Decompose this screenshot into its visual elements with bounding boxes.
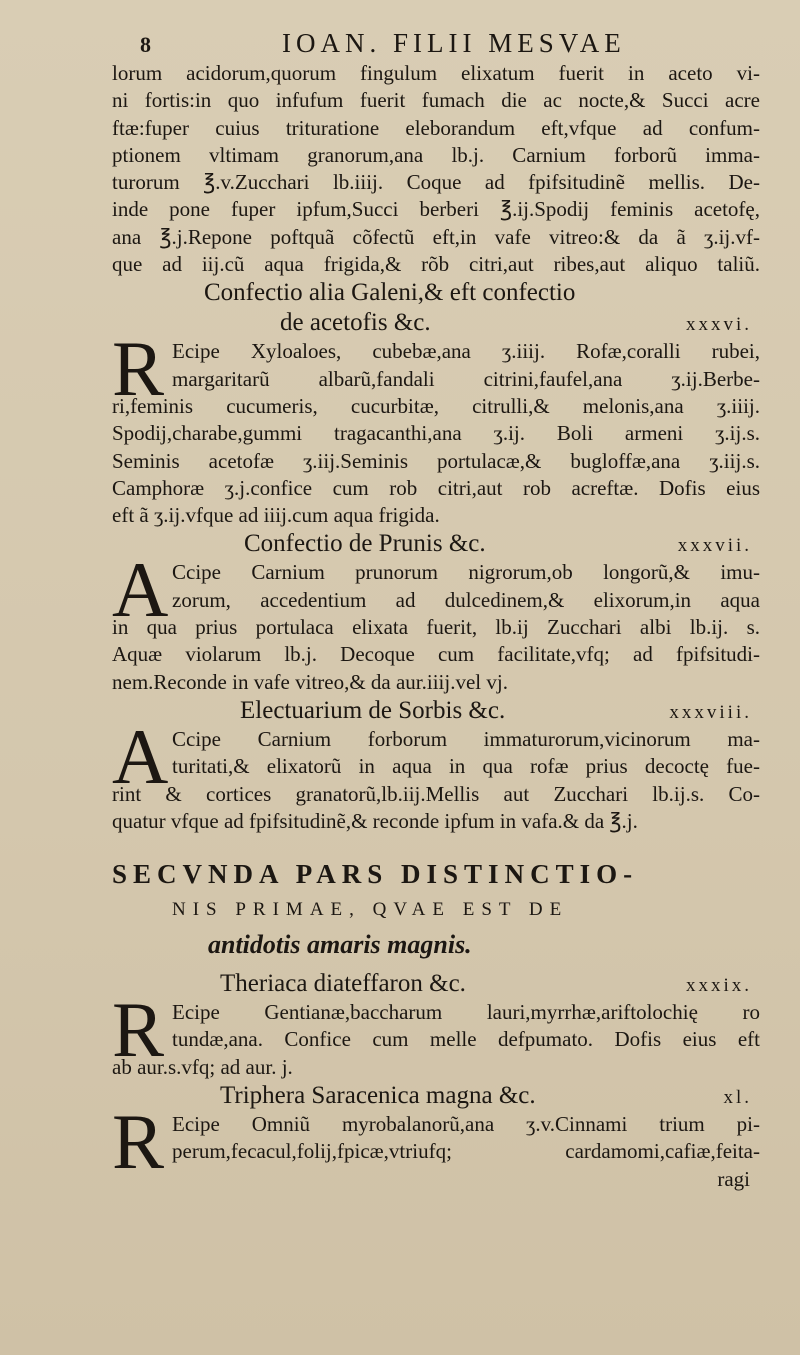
page-header <box>112 22 760 60</box>
recipe-xxxvi <box>112 278 760 529</box>
text-line: Ecipe Xyloaloes, cubebæ,ana ʒ.iiij. Rofæ,coralli rubei, <box>172 339 760 364</box>
recipe-heading-text: Confectio de Prunis &c. <box>244 530 486 558</box>
text-line: Spodij,charabe,gummi tragacanthi,ana ʒ.ij. Boli armeni ʒ.ij.s. <box>112 421 760 446</box>
text-line: Ecipe Omniũ myrobalanorũ,ana ʒ.v.Cinnami trium pi- <box>172 1112 760 1137</box>
text-line: turitati,& elixatorũ in aqua in qua rofæ prius decoctę fue- <box>172 754 760 779</box>
text-line: Ccipe Carnium prunorum nigrorum,ob longorũ,& imu- <box>172 560 760 585</box>
recipe-heading-text: Triphera Saracenica magna &c. <box>220 1082 536 1110</box>
page-number: 8 <box>140 32 151 57</box>
text-line: ab aur.s.vfq; ad aur. j. <box>112 1054 293 1079</box>
drop-capital: A <box>112 712 169 800</box>
text-line: tundæ,ana. Confice cum melle defpumato. Dofis eius eft <box>172 1027 760 1052</box>
text-line: eft ã ʒ.ij.vfque ad iiij.cum aqua frigida. <box>112 503 440 528</box>
recipe-number: xxxviii. <box>669 701 752 723</box>
text-line: Ccipe Carnium forborum immaturorum,vicinorum ma- <box>172 726 760 751</box>
recipe-heading-text: Confectio alia Galeni,& eft confectio <box>204 279 576 307</box>
recipe-xxxviii <box>112 696 760 835</box>
text-line: quatur vfque ad fpifsitudinẽ,& reconde ipfum in vafa.& da ℥.j. <box>112 808 638 833</box>
recipe-heading <box>112 969 760 999</box>
part-title-block <box>112 855 760 963</box>
part-title: SECVNDA PARS DISTINCTIO- <box>112 859 639 890</box>
recipe-number: xxxix. <box>685 975 752 997</box>
text-line: nem.Reconde in vafe vitreo,& da aur.iiij.vel vj. <box>112 669 508 694</box>
drop-capital: R <box>112 325 165 413</box>
recipe-heading <box>112 308 760 338</box>
recipe-number: xxxvii. <box>677 535 752 557</box>
text-line: ftæ:fuper cuius trituratione eleborandum eft,vfque ad confum- <box>112 115 760 140</box>
text-line: Ecipe Gentianæ,baccharum lauri,myrrhæ,ariftolochię ro <box>172 1000 760 1025</box>
recipe-heading <box>112 696 760 726</box>
text-line: perum,fecacul,folij,fpicæ,vtriufq; cardamomi,cafiæ,feita- <box>172 1139 760 1164</box>
text-line: margaritarũ albarũ,fandali citrini,faufel,ana ʒ.ij.Berbe- <box>172 366 760 391</box>
recipe-heading <box>112 1081 760 1111</box>
text-line: in qua prius portulaca elixata fuerit, lb.ij Zucchari albi lb.ij. s. <box>112 615 760 640</box>
text-line: rint & cortices granatorũ,lb.iij.Mellis aut Zucchari lb.ij.s. Co- <box>112 781 760 806</box>
text-line: que ad iij.cũ aqua frigida,& rõb citri,aut ribes,aut aliquo taliũ. <box>112 252 760 277</box>
continuation-paragraph <box>112 60 760 278</box>
text-line: ri,feminis cucumeris, cucurbitæ, citrulli,& melonis,ana ʒ.iiij. <box>112 393 760 418</box>
catchword: ragi <box>717 1166 750 1191</box>
recipe-heading-text: de acetofis &c. <box>280 309 431 337</box>
recipe-xxxix <box>112 969 760 1081</box>
recipe-xxxvii <box>112 529 760 695</box>
text-line: ni fortis:in quo infufum fuerit fumach die ac nocte,& Succi acre <box>112 88 760 113</box>
part-subtitle: NIS PRIMAE, QVAE EST DE <box>172 899 569 921</box>
recipe-heading <box>112 278 760 308</box>
text-line: Camphoræ ʒ.j.confice cum rob citri,aut rob acreftæ. Dofis eius <box>112 475 760 500</box>
text-line: inde pone fuper ipfum,Succi berberi ℥.ij.Spodij feminis acetofę, <box>112 197 760 222</box>
recipe-xl <box>112 1081 760 1193</box>
recipe-heading-text: Theriaca diateffaron &c. <box>220 970 466 998</box>
text-line: ana ℥.j.Repone poftquã cõfectũ eft,in vafe vitreo:& da ã ʒ.ij.vf- <box>112 224 760 249</box>
text-line: Aquæ violarum lb.j. Decoque cum facilitate,vfq; ad fpifsitudi- <box>112 642 760 667</box>
drop-capital: A <box>112 546 169 634</box>
recipe-number: xl. <box>723 1087 752 1109</box>
recipe-number: xxxvi. <box>685 314 752 336</box>
part-italic-title: antidotis amaris magnis. <box>208 930 472 960</box>
text-line: lorum acidorum,quorum fingulum elixatum fuerit in aceto vi- <box>112 61 760 85</box>
recipe-heading <box>112 529 760 559</box>
text-line: ptionem vltimam granorum,ana lb.j. Carnium forborũ imma- <box>112 142 760 167</box>
drop-capital: R <box>112 986 165 1074</box>
text-line: Seminis acetofæ ʒ.iij.Seminis portulacæ,& bugloffæ,ana ʒ.iij.s. <box>112 448 760 473</box>
running-head: IOAN. FILII MESVAE <box>282 28 626 58</box>
recipe-heading-text: Electuarium de Sorbis &c. <box>240 696 506 724</box>
text-line: zorum, accedentium ad dulcedinem,& elixorum,in aqua <box>172 587 760 612</box>
drop-capital: R <box>112 1098 165 1186</box>
text-line: turorum ℥.v.Zucchari lb.iiij. Coque ad fpifsitudinẽ mellis. De- <box>112 170 760 195</box>
